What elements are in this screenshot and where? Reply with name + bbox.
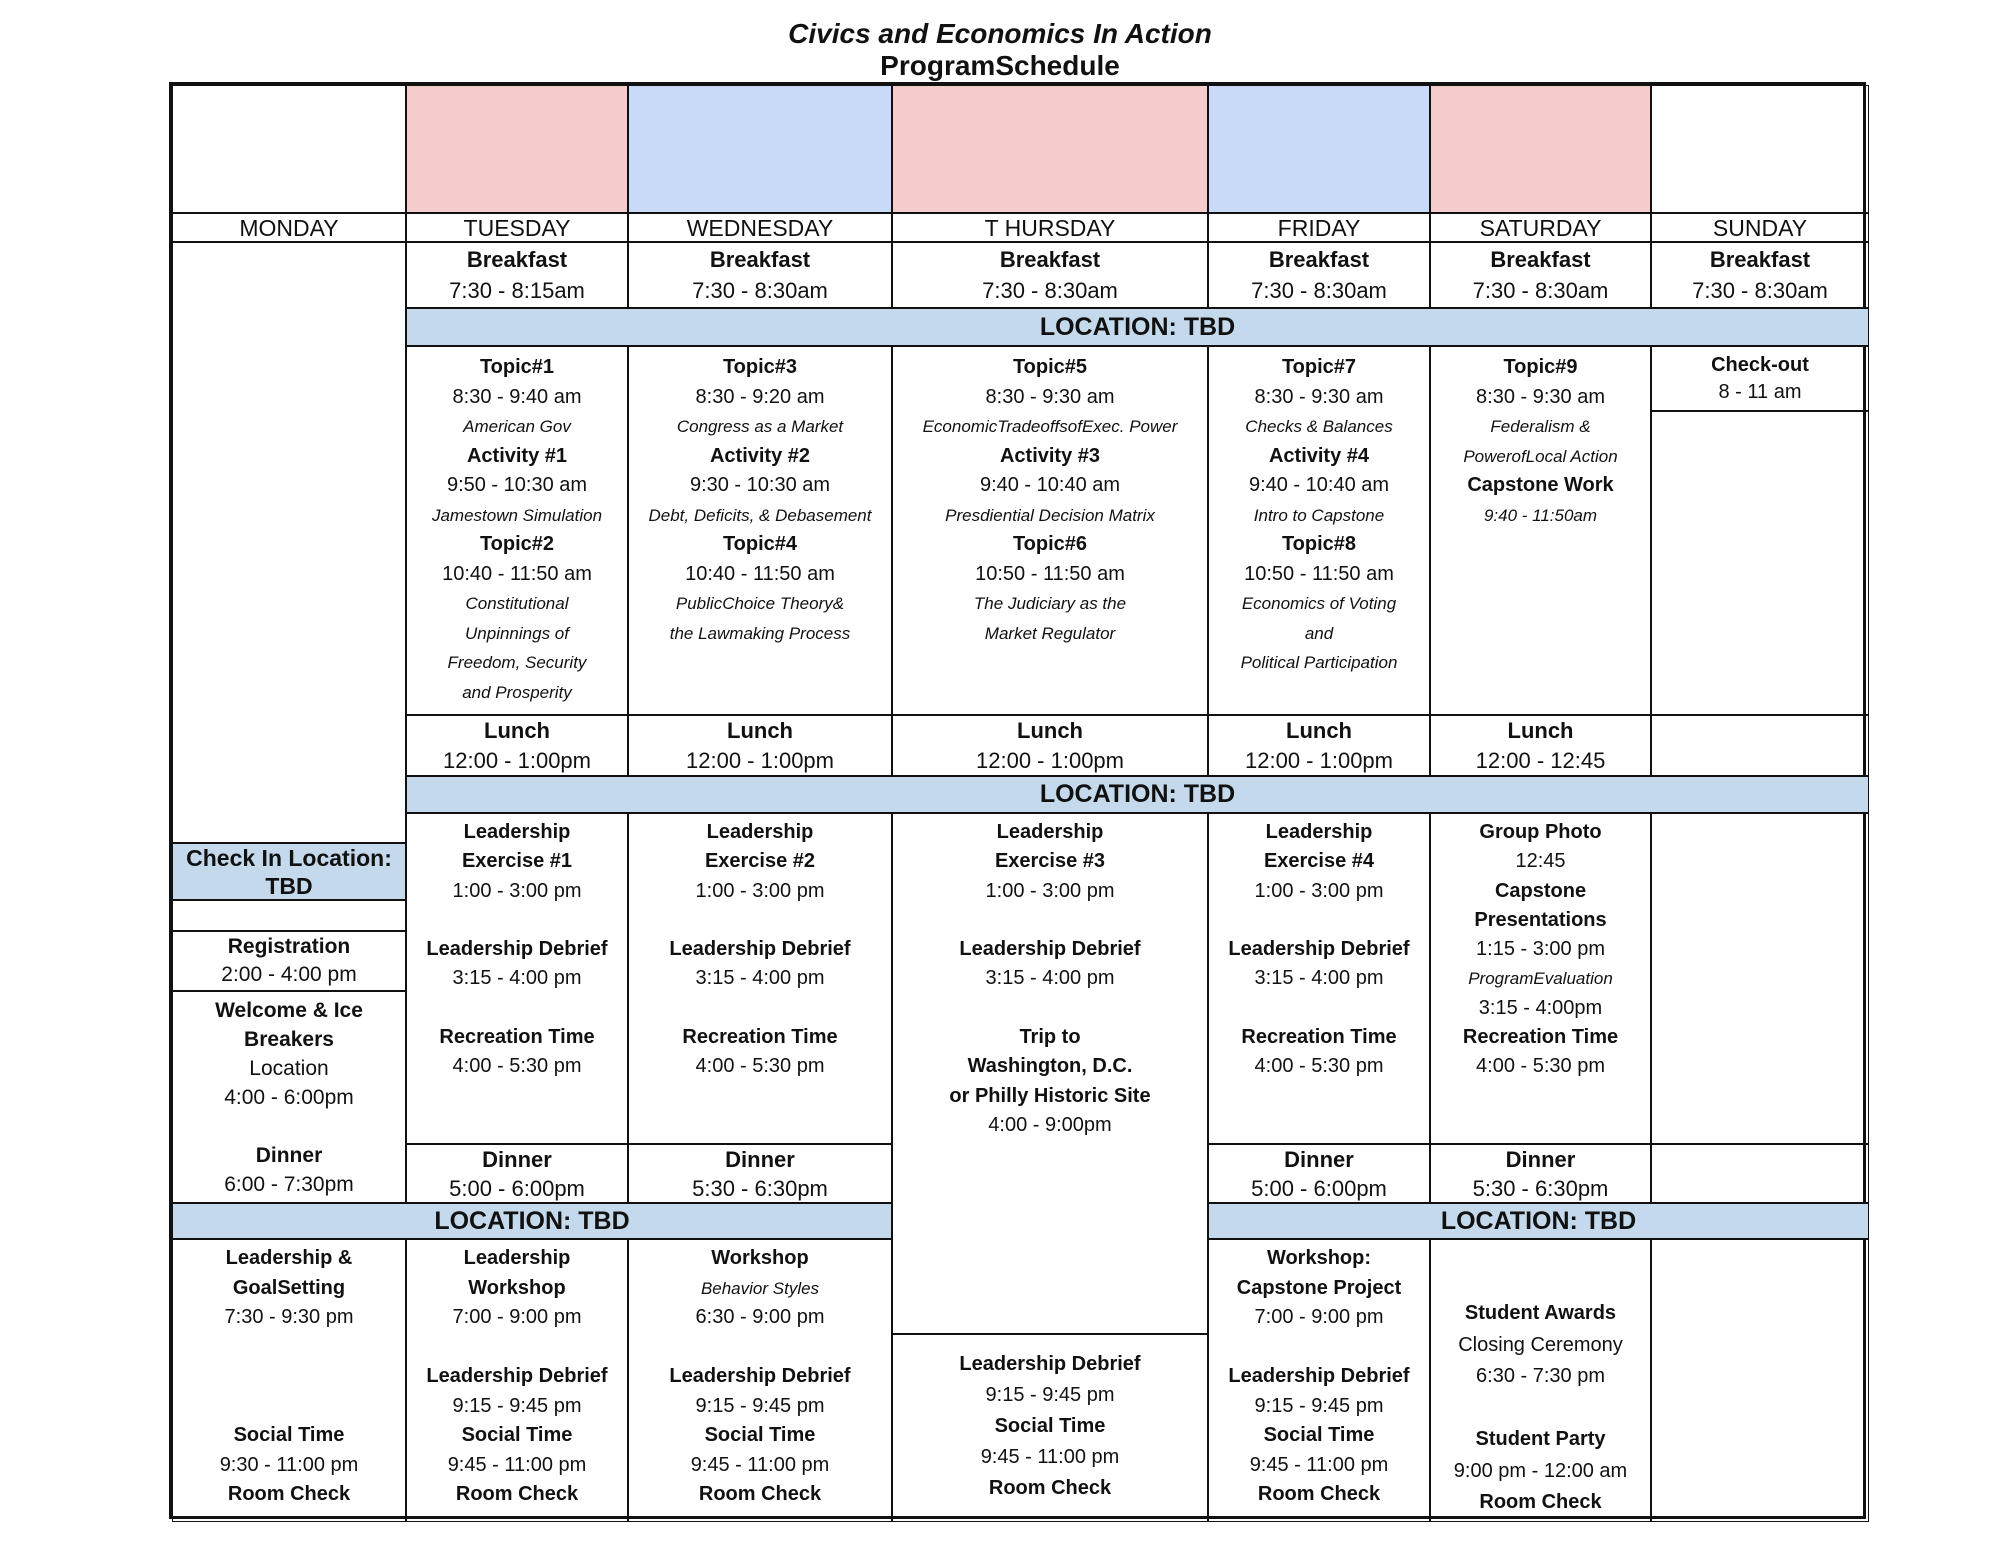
evening-wed: [628, 1239, 892, 1522]
entry-line: [514, 906, 520, 935]
entry-line: 7:30 - 8:30am: [1472, 278, 1609, 303]
entry-line: 1:00 - 3:00 pm: [695, 879, 825, 902]
entry-line: Jamestown Simulation: [431, 505, 603, 525]
entry-line: Social Time: [1263, 1424, 1375, 1446]
header-blank-sun: [1651, 85, 1869, 213]
entry-line: [1538, 1393, 1544, 1425]
entry-line: [514, 1333, 520, 1363]
entry-line: EconomicTradeoffsofExec. Power: [922, 417, 1178, 436]
entry-line: Leadership Debrief: [669, 938, 851, 961]
dinner-sat: [1430, 1144, 1651, 1203]
lunch-wed: [628, 715, 892, 776]
lunch-blank-sun: [1651, 715, 1869, 776]
entry-line: Lunch: [1017, 717, 1083, 743]
entry-line: [1316, 1333, 1322, 1363]
entry-line: Location: [249, 1057, 329, 1080]
weekday-thu: [892, 213, 1208, 242]
entry-line: 7:30 - 8:30am: [692, 278, 828, 303]
entry-line: 10:40 - 11:50 am: [442, 562, 592, 585]
entry-line: [1047, 906, 1053, 935]
entry-line: Federalism &: [1490, 417, 1591, 436]
entry-line: 9:40 - 10:40 am: [979, 474, 1121, 496]
entry-line: 8:30 - 9:30 am: [1476, 385, 1605, 408]
dinner-blank-sun: [1651, 1144, 1869, 1203]
breakfast-fri: [1208, 242, 1430, 308]
location-bar-afternoon: [406, 776, 1869, 813]
entry-line: Exercise #3: [994, 850, 1106, 873]
entry-line: Presdiential Decision Matrix: [945, 505, 1155, 525]
morning-thu: [892, 346, 1208, 715]
weekday-label: SATURDAY: [1479, 214, 1602, 241]
entry-line: 9:45 - 11:00 pm: [447, 1453, 587, 1476]
entry-line: Social Time: [994, 1415, 1106, 1437]
breakfast-thu: [892, 242, 1208, 308]
entry-line: Topic#6: [1012, 533, 1088, 555]
entry-line: Topic#4: [722, 533, 798, 555]
checkin-cell: [172, 843, 406, 900]
entry-line: Leadership: [996, 821, 1104, 843]
entry-line: Recreation Time: [439, 1026, 595, 1049]
entry-line: Registration: [227, 935, 351, 958]
day-header-thu: [892, 85, 1208, 213]
weekday-sat: [1430, 213, 1651, 242]
entry-line: Intro to Capstone: [1253, 505, 1385, 525]
entry-line: Capstone Work: [1467, 474, 1614, 496]
entry-line: 9:45 - 11:00 pm: [980, 1446, 1120, 1468]
entry-line: Topic#2: [479, 533, 555, 555]
entry-line: Washington, D.C.: [967, 1055, 1133, 1078]
entry-line: Topic#8: [1281, 533, 1357, 555]
lunch-thu: [892, 715, 1208, 776]
entry-line: Recreation Time: [1462, 1026, 1619, 1049]
evening-blank-sun: [1651, 1239, 1869, 1522]
entry-line: ProgramEvaluation: [1468, 969, 1613, 989]
entry-line: Recreation Time: [682, 1026, 838, 1049]
schedule-table: [169, 82, 1866, 1519]
entry-line: 8:30 - 9:40 am: [452, 385, 582, 408]
entry-line: Social Time: [704, 1424, 816, 1446]
entry-line: Freedom, Security: [447, 653, 587, 672]
entry-line: 1:00 - 3:00 pm: [452, 879, 582, 902]
document-subtitle: ProgramSchedule: [880, 50, 1120, 81]
entry-line: Unpinnings of: [465, 623, 569, 643]
entry-line: Trip to: [1019, 1026, 1081, 1049]
location-bar-evening-left: [172, 1203, 892, 1239]
entry-line: Check In Location:: [186, 844, 392, 871]
entry-line: 8 - 11 am: [1718, 380, 1802, 403]
entry-line: Leadership: [463, 1247, 571, 1269]
day-header-tue: [406, 85, 628, 213]
entry-line: 7:30 - 8:15am: [449, 278, 585, 303]
entry-line: or Philly Historic Site: [949, 1084, 1151, 1107]
entry-line: [757, 906, 763, 935]
dinner-wed: [628, 1144, 892, 1203]
entry-line: Room Check: [988, 1477, 1112, 1499]
location-label: LOCATION: TBD: [1039, 312, 1236, 341]
entry-line: [286, 1112, 292, 1141]
entry-line: 8:30 - 9:30 am: [1254, 385, 1384, 408]
entry-line: Breakfast: [999, 247, 1101, 272]
breakfast-sat: [1430, 242, 1651, 308]
entry-line: 9:40 - 11:50am: [1483, 505, 1598, 525]
entry-line: 12:00 - 12:45: [1475, 747, 1606, 773]
entry-line: 3:15 - 4:00 pm: [695, 967, 825, 990]
entry-line: Behavior Styles: [700, 1278, 820, 1298]
morning-sat: [1430, 346, 1651, 715]
entry-line: Dinner: [1284, 1146, 1354, 1172]
entry-line: The Judiciary as the: [973, 594, 1127, 613]
entry-line: 10:50 - 11:50 am: [1244, 562, 1394, 585]
morning-wed: [628, 346, 892, 715]
dinner-fri: [1208, 1144, 1430, 1203]
sun-blank-1: [1651, 411, 1869, 715]
entry-line: 12:00 - 1:00pm: [443, 747, 591, 773]
entry-line: [757, 994, 763, 1023]
afternoon-blank-sun: [1651, 813, 1869, 1144]
entry-line: Dinner: [482, 1146, 552, 1172]
location-bar-morning: [406, 308, 1869, 346]
entry-line: the Lawmaking Process: [669, 623, 851, 643]
entry-line: Welcome & Ice: [215, 999, 363, 1022]
entry-line: Leadership: [1265, 821, 1373, 843]
entry-line: 3:15 - 4:00 pm: [985, 967, 1115, 990]
entry-line: 4:00 - 5:30 pm: [452, 1055, 582, 1078]
weekday-tue: [406, 213, 628, 242]
entry-line: Activity #4: [1268, 444, 1370, 467]
entry-line: [514, 994, 520, 1023]
entry-line: and Prosperity: [462, 682, 572, 702]
entry-line: 2:00 - 4:00 pm: [221, 963, 357, 986]
afternoon-fri: [1208, 813, 1430, 1144]
lunch-sat: [1430, 715, 1651, 776]
entry-line: 7:00 - 9:00 pm: [1254, 1306, 1384, 1328]
entry-line: 7:30 - 8:30am: [982, 278, 1118, 303]
entry-line: 9:30 - 11:00 pm: [219, 1453, 359, 1476]
entry-line: Presentations: [1474, 908, 1607, 931]
evening-fri: [1208, 1239, 1430, 1522]
entry-line: Exercise #1: [461, 850, 573, 873]
entry-line: Constitutional: [465, 594, 569, 613]
entry-line: Topic#9: [1503, 356, 1578, 378]
entry-line: 9:30 - 10:30 am: [689, 474, 831, 496]
entry-line: Leadership Debrief: [959, 1353, 1141, 1375]
entry-line: 12:45: [1515, 850, 1566, 873]
entry-line: Topic#7: [1281, 356, 1357, 378]
entry-line: Economics of Voting: [1241, 594, 1397, 613]
registration-cell: [172, 931, 406, 991]
entry-line: 4:00 - 9:00pm: [988, 1113, 1112, 1136]
day-header-wed: [628, 85, 892, 213]
monday-blank: [172, 242, 406, 843]
entry-line: 3:15 - 4:00pm: [1478, 996, 1603, 1019]
entry-line: and: [1304, 623, 1334, 643]
entry-line: 5:30 - 6:30pm: [692, 1175, 828, 1201]
entry-line: 4:00 - 6:00pm: [224, 1086, 354, 1109]
entry-line: Room Check: [1257, 1483, 1381, 1505]
entry-line: 9:15 - 9:45 pm: [452, 1394, 582, 1417]
entry-line: [757, 1333, 763, 1363]
breakfast-sun: [1651, 242, 1869, 308]
entry-line: 9:15 - 9:45 pm: [695, 1394, 825, 1417]
entry-line: 6:30 - 9:00 pm: [695, 1306, 825, 1328]
afternoon-sat: [1430, 813, 1651, 1144]
entry-line: 7:30 - 8:30am: [1692, 278, 1828, 303]
welcome-cell: [172, 991, 406, 1203]
entry-line: Dinner: [255, 1144, 323, 1167]
entry-line: [1316, 994, 1322, 1023]
entry-line: Room Check: [455, 1483, 579, 1505]
entry-line: [1047, 994, 1053, 1023]
entry-line: Leadership Debrief: [426, 938, 608, 961]
entry-line: Student Awards: [1464, 1302, 1617, 1324]
entry-line: 1:15 - 3:00 pm: [1476, 938, 1605, 961]
entry-line: 5:00 - 6:00pm: [1251, 1175, 1387, 1201]
entry-line: 12:00 - 1:00pm: [686, 747, 834, 773]
entry-line: Closing Ceremony: [1458, 1333, 1623, 1356]
entry-line: 9:40 - 10:40 am: [1248, 474, 1390, 496]
entry-line: Social Time: [461, 1424, 573, 1446]
morning-fri: [1208, 346, 1430, 715]
entry-line: Exercise #2: [704, 850, 816, 873]
entry-line: Breakfast: [466, 247, 568, 272]
weekday-label: FRIDAY: [1277, 214, 1361, 241]
entry-line: 1:00 - 3:00 pm: [985, 879, 1115, 902]
entry-line: Topic#1: [479, 356, 555, 378]
entry-line: Political Participation: [1240, 653, 1398, 672]
weekday-label: T HURSDAY: [984, 214, 1116, 241]
entry-line: 1:00 - 3:00 pm: [1254, 879, 1384, 902]
entry-line: Room Check: [227, 1483, 351, 1505]
entry-line: 9:45 - 11:00 pm: [690, 1453, 830, 1476]
entry-line: 9:50 - 10:30 am: [446, 474, 588, 496]
entry-line: Capstone Project: [1236, 1276, 1402, 1299]
entry-line: Activity #3: [999, 444, 1101, 467]
entry-line: 4:00 - 5:30 pm: [695, 1055, 825, 1078]
breakfast-wed: [628, 242, 892, 308]
entry-line: Congress as a Market: [676, 417, 844, 436]
entry-line: Check-out: [1711, 353, 1809, 376]
entry-line: Topic#5: [1012, 356, 1088, 378]
entry-line: 9:15 - 9:45 pm: [985, 1384, 1115, 1406]
afternoon-thu: [892, 813, 1208, 1334]
entry-line: Leadership Debrief: [669, 1365, 851, 1387]
entry-line: Workshop: [468, 1276, 566, 1299]
entry-line: 12:00 - 1:00pm: [1245, 747, 1393, 773]
weekday-label: MONDAY: [239, 214, 339, 241]
entry-line: Activity #2: [709, 444, 811, 467]
weekday-mon: [172, 213, 406, 242]
weekday-wed: [628, 213, 892, 242]
entry-line: Market Regulator: [984, 623, 1116, 643]
entry-line: Breakers: [244, 1028, 334, 1051]
entry-line: Group Photo: [1479, 821, 1602, 843]
monday-spacer: [172, 900, 406, 931]
entry-line: Leadership &: [225, 1247, 353, 1269]
evening-thu: [892, 1334, 1208, 1522]
day-header-fri: [1208, 85, 1430, 213]
lunch-fri: [1208, 715, 1430, 776]
entry-line: Capstone: [1494, 879, 1587, 902]
lunch-tue: [406, 715, 628, 776]
location-label: LOCATION: TBD: [434, 1206, 630, 1235]
morning-tue: [406, 346, 628, 715]
entry-line: Leadership: [463, 821, 571, 843]
entry-line: Room Check: [698, 1483, 822, 1505]
entry-line: Leadership Debrief: [959, 938, 1141, 961]
entry-line: Leadership Debrief: [426, 1365, 608, 1387]
evening-tue: [406, 1239, 628, 1522]
entry-line: [286, 1333, 292, 1363]
entry-line: 3:15 - 4:00 pm: [452, 967, 582, 990]
evening-mon: [172, 1239, 406, 1522]
weekday-label: TUESDAY: [463, 214, 571, 241]
entry-line: Recreation Time: [1241, 1026, 1397, 1049]
entry-line: 6:00 - 7:30pm: [224, 1173, 354, 1196]
entry-line: American Gov: [463, 417, 571, 436]
entry-line: Breakfast: [709, 247, 811, 272]
entry-line: [286, 1392, 292, 1422]
entry-line: Workshop: [711, 1247, 809, 1269]
checkout-sun: [1651, 346, 1869, 411]
afternoon-tue: [406, 813, 628, 1144]
entry-line: 3:15 - 4:00 pm: [1254, 967, 1384, 990]
weekday-label: WEDNESDAY: [686, 214, 834, 241]
entry-line: 8:30 - 9:30 am: [985, 385, 1115, 408]
entry-line: 5:30 - 6:30pm: [1472, 1175, 1609, 1201]
entry-line: Breakfast: [1268, 247, 1370, 272]
entry-line: Topic#3: [722, 356, 798, 378]
entry-line: Lunch: [727, 717, 793, 743]
evening-sat: [1430, 1239, 1651, 1522]
entry-line: 7:00 - 9:00 pm: [452, 1306, 582, 1328]
breakfast-tue: [406, 242, 628, 308]
entry-line: Student Party: [1475, 1428, 1606, 1450]
entry-line: 12:00 - 1:00pm: [976, 747, 1124, 773]
entry-line: Lunch: [1507, 717, 1574, 743]
entry-line: 7:30 - 8:30am: [1251, 278, 1387, 303]
entry-line: Leadership Debrief: [1228, 938, 1410, 961]
entry-line: TBD: [265, 872, 313, 899]
entry-line: Workshop:: [1266, 1247, 1372, 1269]
weekday-sun: [1651, 213, 1869, 242]
entry-line: 9:45 - 11:00 pm: [1249, 1453, 1389, 1476]
weekday-fri: [1208, 213, 1430, 242]
entry-line: Breakfast: [1490, 247, 1591, 272]
entry-line: [286, 1362, 292, 1392]
document-title: Civics and Economics In Action: [788, 18, 1212, 49]
entry-line: Exercise #4: [1263, 850, 1375, 873]
entry-line: 5:00 - 6:00pm: [449, 1175, 585, 1201]
entry-line: Lunch: [484, 717, 550, 743]
entry-line: 9:15 - 9:45 pm: [1254, 1394, 1384, 1417]
entry-line: Leadership Debrief: [1228, 1365, 1410, 1387]
header-blank-mon: [172, 85, 406, 213]
entry-line: 9:00 pm - 12:00 am: [1453, 1459, 1628, 1482]
entry-line: GoalSetting: [232, 1276, 346, 1299]
entry-line: Room Check: [1479, 1491, 1602, 1513]
entry-line: PowerofLocal Action: [1463, 446, 1618, 466]
weekday-label: SUNDAY: [1712, 214, 1808, 241]
location-label: LOCATION: TBD: [1440, 1206, 1637, 1235]
entry-line: 4:00 - 5:30 pm: [1254, 1055, 1384, 1078]
entry-line: [1316, 906, 1322, 935]
entry-line: 8:30 - 9:20 am: [695, 385, 825, 408]
entry-line: 7:30 - 9:30 pm: [224, 1306, 354, 1328]
entry-line: Leadership: [706, 821, 814, 843]
entry-line: 4:00 - 5:30 pm: [1476, 1055, 1605, 1078]
entry-line: 10:50 - 11:50 am: [975, 562, 1125, 585]
entry-line: Dinner: [725, 1146, 795, 1172]
entry-line: Activity #1: [466, 444, 568, 467]
location-bar-evening-right: [1208, 1203, 1869, 1239]
day-header-sat: [1430, 85, 1651, 213]
entry-line: Lunch: [1286, 717, 1352, 743]
afternoon-wed: [628, 813, 892, 1144]
location-label: LOCATION: TBD: [1039, 780, 1236, 808]
entry-line: Social Time: [233, 1424, 345, 1446]
entry-line: Debt, Deficits, & Debasement: [648, 505, 872, 525]
entry-line: Checks & Balances: [1245, 417, 1393, 436]
entry-line: PublicChoice Theory&: [675, 594, 845, 613]
entry-line: Breakfast: [1709, 247, 1811, 272]
entry-line: Dinner: [1505, 1146, 1576, 1172]
entry-line: 6:30 - 7:30 pm: [1476, 1365, 1605, 1387]
dinner-tue: [406, 1144, 628, 1203]
entry-line: 10:40 - 11:50 am: [685, 562, 835, 585]
